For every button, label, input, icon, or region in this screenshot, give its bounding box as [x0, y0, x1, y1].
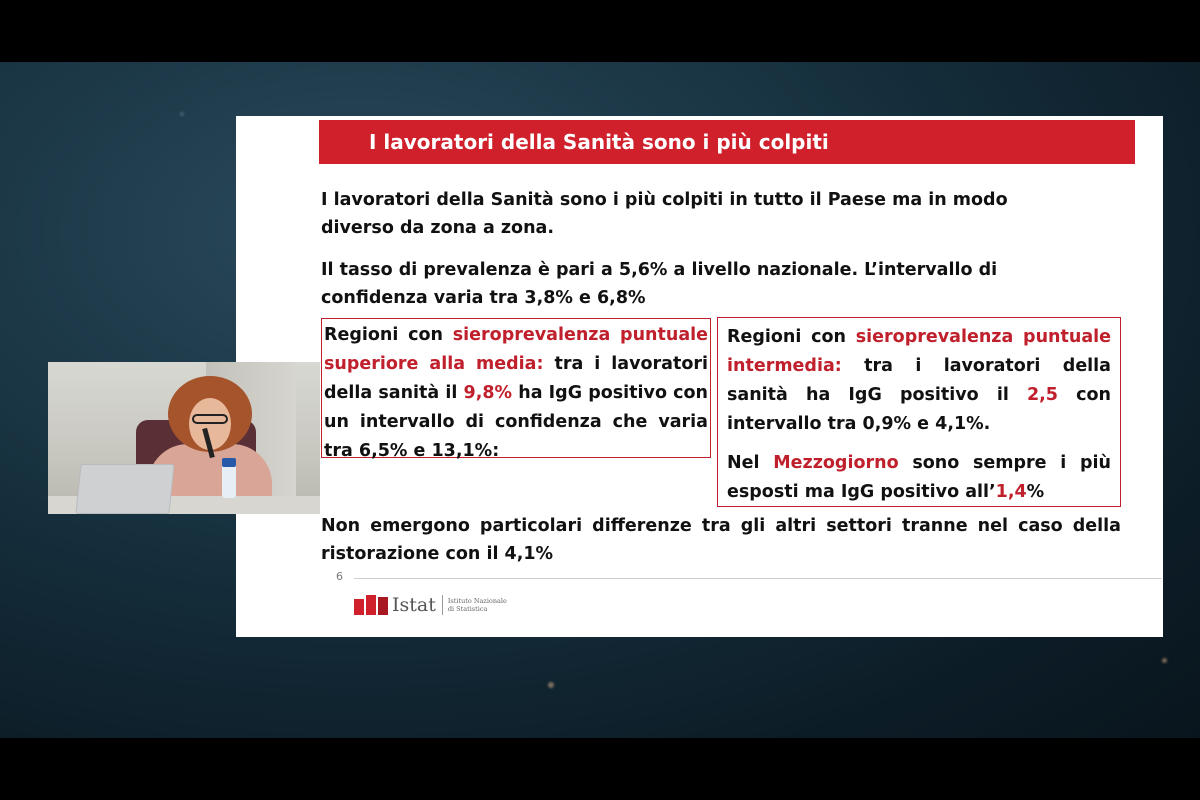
- istat-logo-mark: [354, 595, 388, 615]
- istat-logo: [354, 594, 507, 616]
- box-left-text-end: ha IgG positivo con un intervallo di confidenza che varia tra 6,5% e 13,1%:: [324, 383, 708, 461]
- sectors-paragraph: Non emergono particolari differenze tra gli altri settori tranne nel caso della ristorazione con il 4,1%: [321, 516, 1121, 564]
- box-right-text: tra i lavoratori della sanità ha IgG positivo il: [727, 356, 1111, 405]
- box-above-average: [321, 318, 711, 461]
- box-intermediate: [717, 317, 1121, 507]
- bokeh-light: [1162, 658, 1167, 663]
- istat-logo-subtitle: [448, 597, 507, 613]
- box-left-highlight: sieroprevalenza puntuale superiore alla media:: [324, 325, 708, 374]
- slide-title: I lavoratori della Sanità sono i più colpiti: [319, 120, 1135, 164]
- letterbox-bottom: [0, 738, 1200, 800]
- south-value: 1,4: [995, 482, 1027, 502]
- bottle-cap: [222, 458, 236, 467]
- presentation-slide: [236, 116, 1163, 637]
- south-text: sono sempre i più esposti ma IgG positivo all’: [727, 453, 1111, 502]
- south-lead: Nel: [727, 453, 774, 473]
- box-right-text-end: con intervallo tra 0,9% e 4,1%.: [727, 385, 1111, 434]
- laptop: [75, 464, 174, 514]
- logo-divider: [442, 595, 443, 615]
- south-region: Mezzogiorno: [773, 453, 899, 473]
- letterbox-top: [0, 0, 1200, 62]
- page-number: 6: [336, 570, 343, 583]
- glasses: [192, 414, 228, 424]
- south-end: %: [1026, 482, 1045, 502]
- footer-divider: [354, 578, 1162, 579]
- intro-paragraph: I lavoratori della Sanità sono i più colpiti in tutto il Paese ma in modo diverso da zona a zona.: [321, 190, 1008, 238]
- bokeh-light: [180, 112, 184, 116]
- speaker-video[interactable]: [48, 362, 320, 514]
- box-left-value: 9,8%: [463, 383, 513, 403]
- box-right-highlight: sieroprevalenza puntuale intermedia:: [727, 327, 1111, 376]
- prevalence-paragraph: Il tasso di prevalenza è pari a 5,6% a livello nazionale. L’intervallo di confidenza varia tra 3,8% e 6,8%: [321, 260, 998, 308]
- box-right-value: 2,5: [1026, 385, 1058, 405]
- box-right-south-paragraph: [727, 449, 1111, 507]
- bokeh-light: [548, 682, 554, 688]
- box-right-paragraph: [727, 323, 1111, 439]
- logo-subtitle-line2: di Statistica: [447, 605, 488, 613]
- box-right-lead: Regioni con: [727, 327, 856, 347]
- box-left-lead: Regioni con: [324, 325, 453, 345]
- istat-logo-word: Istat: [392, 594, 436, 616]
- box-left-text: tra i lavoratori della sanità il: [324, 354, 708, 403]
- logo-subtitle-line1: Istituto Nazionale: [447, 597, 507, 605]
